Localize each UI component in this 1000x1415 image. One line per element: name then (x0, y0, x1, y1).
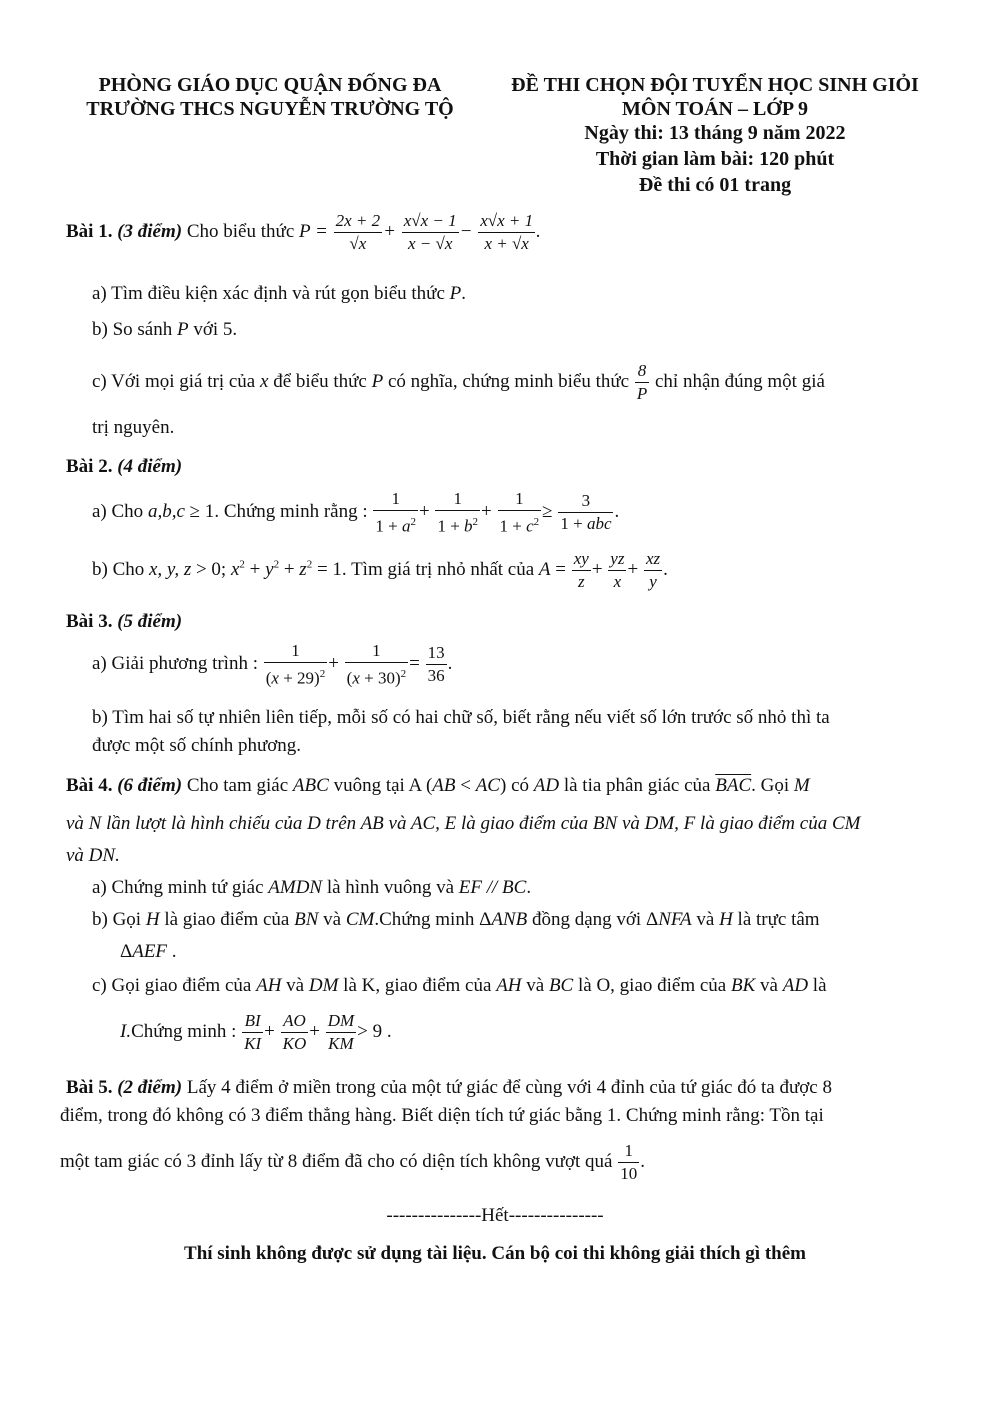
exam-page-count: Đề thi có 01 trang (638, 174, 792, 196)
problem-4-line2: và N lần lượt là hình chiếu của D trên AB và AC, E là giao điểm của BN và DM, F là giao điểm của CM (66, 813, 861, 834)
problem-1c-cont: trị nguyên. (92, 417, 175, 438)
problem-4-line1: Bài 4. (6 điểm) Cho tam giác ABC vuông tại A (AB < AC) có AD là tia phân giác của $\overline{BAC}$. Gọi M (66, 775, 810, 796)
problem-2-heading: Bài 2. (4 điểm) (66, 456, 183, 477)
problem-3b-line2: được một số chính phương. (92, 735, 302, 756)
problem-4c: c) Gọi giao điểm của AH và DM là K, giao điểm của AH và BC là O, giao điểm của BK và AD là (92, 975, 827, 996)
problem-2b: b) Cho x, y, z > 0; $x^2 + y^2 + z^2 = 1$. Tìm giá trị nhỏ nhất của A = $\frac{xy}{z}$ + $\frac{yz}{x}$ + $\frac{xz}{y}$ . (92, 549, 668, 591)
problem-2a: a) Cho a,b,c ≥ 1. Chứng minh rằng : $\frac{1}{1 + a^2}$ + $\frac{1}{1 + b^2}$ + $\frac{1}{1 + c^2}$ ≥ $\frac{3}{\text{1 + abc}}$ . (92, 489, 620, 536)
problem-1a: a) Tìm điều kiện xác định và rút gọn biểu thức P. (92, 283, 467, 304)
problem-1-points: (3 điểm) (117, 220, 183, 242)
problem-4a: a) Chứng minh tứ giác AMDN là hình vuông và EF // BC. (92, 877, 532, 898)
exam-title: ĐỀ THI CHỌN ĐỘI TUYỂN HỌC SINH GIỎI (511, 74, 919, 96)
problem-3b-line1: b) Tìm hai số tự nhiên liên tiếp, mỗi số có hai chữ số, biết rằng nếu viết số lớn trước số nhỏ thì ta (92, 707, 830, 728)
problem-3-heading: Bài 3. (5 điểm) (66, 611, 183, 632)
expression-p: P = $\frac{2x + 2}{√x}$ + $\frac{x√x - 1}{x - √x}$ − $\frac{x√x + 1}{x + √x}$ . (299, 211, 541, 253)
end-marker: ---------------Hết--------------- (386, 1205, 604, 1226)
problem-3a: a) Giải phương trình : $\frac{1}{(x + 29)^2}$ + $\frac{1}{(x + 30)^2}$ = $\frac{13}{36}$ . (92, 641, 453, 688)
problem-1-statement (66, 210, 541, 255)
school-name: TRƯỜNG THCS NGUYỄN TRƯỜNG TỘ (86, 98, 454, 120)
problem-4b-cont: ΔAEF . (120, 941, 177, 962)
problem-4b: b) Gọi H là giao điểm của BN và CM.Chứng minh ΔANB đồng dạng với ΔNFA và H là trực tâm (92, 909, 820, 930)
exam-subject: MÔN TOÁN – LỚP 9 (622, 98, 808, 120)
problem-5-line1: Bài 5. (2 điểm) Lấy 4 điểm ở miền trong của một tứ giác để cùng với 4 đỉnh của tứ giác đó ta được 8 (66, 1077, 832, 1098)
problem-4c-inequality: I.Chứng minh : $\frac{BI}{KI}$ + $\frac{AO}{KO}$ + $\frac{DM}{KM}$ > 9 . (120, 1011, 392, 1053)
problem-1b: b) So sánh P với 5. (92, 319, 238, 340)
problem-4-line3: và DN. (66, 845, 120, 866)
problem-5-line2: điểm, trong đó không có 3 điểm thẳng hàng. Biết diện tích tứ giác bằng 1. Chứng minh rằng: Tồn tại (60, 1105, 824, 1126)
problem-1-label: Bài 1. (66, 220, 113, 242)
school-department: PHÒNG GIÁO DỤC QUẬN ĐỐNG ĐA (98, 74, 442, 96)
problem-5-line3: một tam giác có 3 đỉnh lấy từ 8 điểm đã cho có diện tích không vượt quá $\frac{1}{10}$ . (60, 1141, 645, 1183)
problem-1c: c) Với mọi giá trị của x để biểu thức P có nghĩa, chứng minh biểu thức $\frac{8}{P}$ chỉ nhận đúng một giá (92, 361, 825, 403)
exam-duration: Thời gian làm bài: 120 phút (595, 148, 835, 170)
problem-1-intro: Cho biểu thức (186, 220, 295, 242)
footer-note: Thí sinh không được sử dụng tài liệu. Cán bộ coi thi không giải thích gì thêm (184, 1243, 806, 1264)
exam-date: Ngày thi: 13 tháng 9 năm 2022 (584, 122, 846, 144)
